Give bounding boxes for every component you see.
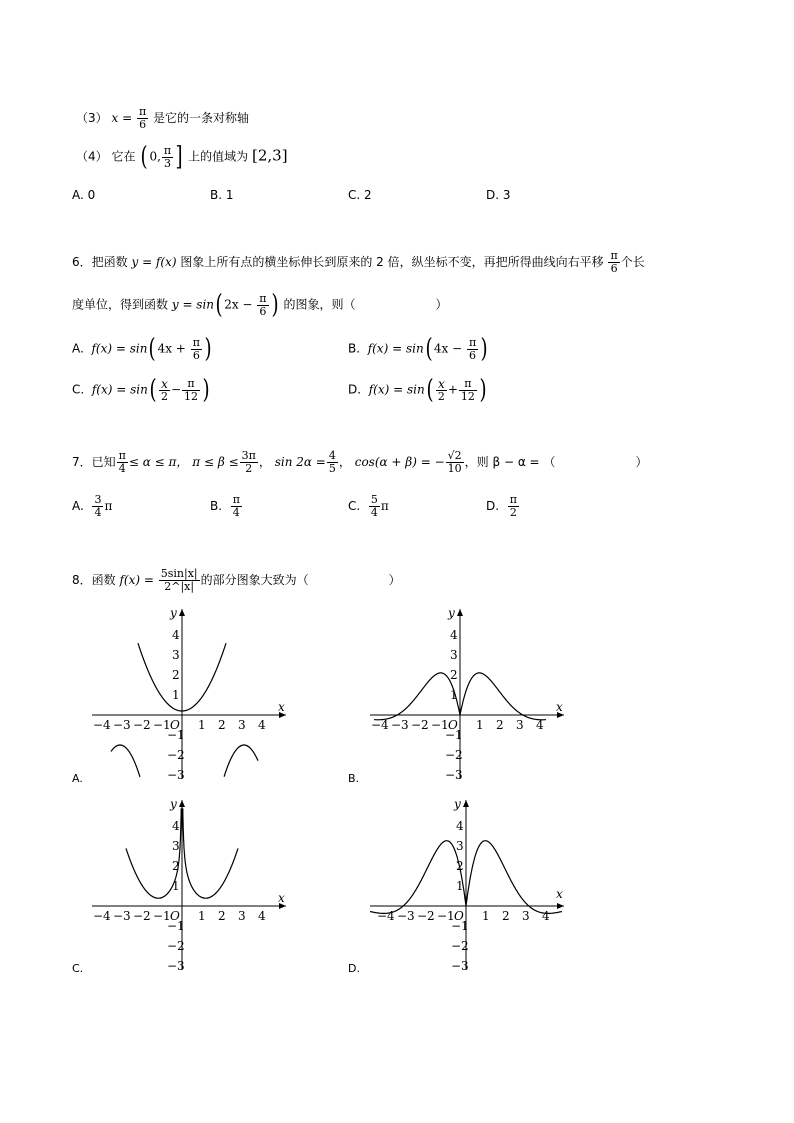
y-tick-label: 3 <box>450 648 458 662</box>
graph-c <box>86 794 296 974</box>
item-4-text1: 它在 <box>111 149 136 164</box>
x-tick-label: −1 <box>153 718 171 732</box>
item-4-close: ] <box>175 142 183 172</box>
curve-c-right <box>183 808 238 898</box>
y-axis-arrow <box>463 800 469 807</box>
x-tick-label: −3 <box>397 909 415 923</box>
y-tick-label: −2 <box>167 748 185 762</box>
x-tick-label: 2 <box>218 718 226 732</box>
y-tick-label: 4 <box>456 819 464 833</box>
item-4 <box>76 144 288 170</box>
x-axis-label: x <box>278 700 285 714</box>
q7-option-a: A. $\frac{3}{4}$ π <box>72 493 113 519</box>
x-tick-label: 3 <box>516 718 524 732</box>
origin-label: O <box>170 718 180 732</box>
x-tick-label: 1 <box>482 909 490 923</box>
item-3 <box>76 106 249 131</box>
x-tick-label: −1 <box>437 909 455 923</box>
x-tick-label: 1 <box>198 718 206 732</box>
graph-a <box>86 603 296 783</box>
item-4-open: ( <box>140 142 148 172</box>
graph-c-key: C. <box>72 962 84 975</box>
y-tick-label: 4 <box>450 628 458 642</box>
y-axis-label: y <box>448 606 455 620</box>
x-tick-label: −3 <box>391 718 409 732</box>
y-tick-label: 1 <box>172 879 180 893</box>
origin-label: O <box>448 718 458 732</box>
q5-option-b: B. 1 <box>210 188 234 202</box>
graph-b <box>364 603 574 783</box>
origin-label: O <box>170 909 180 923</box>
x-axis-label: x <box>556 700 563 714</box>
x-tick-label: −4 <box>93 909 111 923</box>
y-tick-label: 1 <box>172 688 180 702</box>
graph-d-svg <box>364 794 574 974</box>
q6-option-a: A. f(x) = sin( 4x + $\frac{\pi}{6}$ ) <box>72 334 212 364</box>
y-axis-label: y <box>170 797 177 811</box>
y-tick-label: −1 <box>445 728 463 742</box>
q8-stem: 8．函数 f(x) = $\frac{5\sin|x|}{2\^{}|x|}$ 的部分图象大致为（ ） <box>72 567 401 593</box>
y-tick-label: −1 <box>167 728 185 742</box>
y-tick-label: 1 <box>450 688 458 702</box>
y-tick-label: 2 <box>456 859 464 873</box>
y-tick-label: −3 <box>167 768 185 782</box>
q7-option-d: D. $\frac{\pi}{2}$ <box>486 493 517 519</box>
y-axis-label: y <box>170 606 177 620</box>
y-axis-arrow <box>179 800 185 807</box>
curve-a-right <box>224 745 258 777</box>
q5-option-c: C. 2 <box>348 188 372 202</box>
graph-c-svg <box>86 794 296 974</box>
y-tick-label: 3 <box>456 839 464 853</box>
y-tick-label: 4 <box>172 628 180 642</box>
curve-a-left <box>111 745 140 777</box>
x-tick-label: 1 <box>198 909 206 923</box>
x-axis-label: x <box>556 887 563 901</box>
x-tick-label: −1 <box>153 909 171 923</box>
x-tick-label: −4 <box>93 718 111 732</box>
q7-option-c: C. $\frac{5}{4}$ π <box>348 493 389 519</box>
x-tick-label: 4 <box>536 718 544 732</box>
y-axis-label: y <box>454 797 461 811</box>
x-tick-label: −4 <box>371 718 389 732</box>
y-axis-arrow <box>179 609 185 616</box>
graph-a-svg <box>86 603 296 783</box>
x-tick-label: −1 <box>431 718 449 732</box>
x-axis-arrow <box>557 903 564 909</box>
item-3-frac: $\frac{\pi}{6}$ <box>138 105 147 131</box>
y-axis-arrow <box>457 609 463 616</box>
graph-d <box>364 794 574 974</box>
x-tick-label: −2 <box>133 718 151 732</box>
x-tick-label: −4 <box>377 909 395 923</box>
y-tick-label: 1 <box>456 879 464 893</box>
item-4-frac: $\frac{\pi}{3}$ <box>163 143 172 170</box>
x-axis-label: x <box>278 891 285 905</box>
x-tick-label: 3 <box>522 909 530 923</box>
x-tick-label: −2 <box>417 909 435 923</box>
x-tick-label: 2 <box>502 909 510 923</box>
y-tick-label: −3 <box>451 959 469 973</box>
item-3-x: x <box>111 111 119 125</box>
y-tick-label: −3 <box>445 768 463 782</box>
q6-option-c: C. f(x) = sin( $\frac{x}{2}$ − $\frac{\pi}{12}$ ) <box>72 375 210 405</box>
q5-option-a: A. 0 <box>72 188 96 202</box>
q6-option-d: D. f(x) = sin( $\frac{x}{2}$ + $\frac{\pi}{12}$ ) <box>348 375 487 405</box>
y-tick-label: 2 <box>450 668 458 682</box>
y-tick-label: 3 <box>172 648 180 662</box>
q7-stem: 7．已知 $\frac{\pi}{4}$ ≤ α ≤ π， π ≤ β ≤ $\frac{3\pi}{2}$ ， sin 2α = $\frac{4}{5}$ ， cos(α + β) = − $\frac{√2}{10}$ ，则 β − α = （ ） <box>72 449 648 475</box>
y-tick-label: −2 <box>167 939 185 953</box>
q6-line2: 度单位，得到函数 y = sin( 2x − $\frac{\pi}{6}$ ) 的图象，则（ ） <box>72 290 448 320</box>
x-tick-label: 2 <box>218 909 226 923</box>
y-tick-label: −1 <box>167 919 185 933</box>
item-3-label: （3） <box>76 111 108 125</box>
x-tick-label: 3 <box>238 718 246 732</box>
x-tick-label: 4 <box>542 909 550 923</box>
q6-option-b: B. f(x) = sin( 4x − $\frac{\pi}{6}$ ) <box>348 334 488 364</box>
item-4-label: （4） <box>76 149 108 164</box>
q7-option-b: B. $\frac{\pi}{4}$ <box>210 493 240 519</box>
x-tick-label: −3 <box>113 718 131 732</box>
item-3-eq: = <box>122 111 133 125</box>
x-tick-label: 4 <box>258 909 266 923</box>
item-3-text: 是它的一条对称轴 <box>153 111 250 125</box>
graph-a-key: A. <box>72 772 83 785</box>
y-tick-label: 2 <box>172 859 180 873</box>
y-tick-label: −1 <box>451 919 469 933</box>
x-tick-label: 3 <box>238 909 246 923</box>
x-tick-label: 2 <box>496 718 504 732</box>
item-4-text2: 上的值域为 <box>188 149 249 164</box>
item-4-zero: 0, <box>149 149 161 164</box>
y-tick-label: −2 <box>451 939 469 953</box>
x-tick-label: 1 <box>476 718 484 732</box>
origin-label: O <box>454 909 464 923</box>
q5-option-d: D. 3 <box>486 188 511 202</box>
x-tick-label: −3 <box>113 909 131 923</box>
q6-line1: 6．把函数 y = f(x) 图象上所有点的横坐标伸长到原来的 2 倍，纵坐标不变，再把所得曲线向右平移 $\frac{\pi}{6}$ 个长 <box>72 249 645 275</box>
x-tick-label: 4 <box>258 718 266 732</box>
y-tick-label: 3 <box>172 839 180 853</box>
graph-b-key: B. <box>348 772 360 785</box>
graph-b-svg <box>364 603 574 783</box>
item-4-range: [2,3] <box>251 146 288 165</box>
x-tick-label: −2 <box>133 909 151 923</box>
y-tick-label: −3 <box>167 959 185 973</box>
x-tick-label: −2 <box>411 718 429 732</box>
y-tick-label: 4 <box>172 819 180 833</box>
y-tick-label: −2 <box>445 748 463 762</box>
y-tick-label: 2 <box>172 668 180 682</box>
graph-d-key: D. <box>348 962 360 975</box>
